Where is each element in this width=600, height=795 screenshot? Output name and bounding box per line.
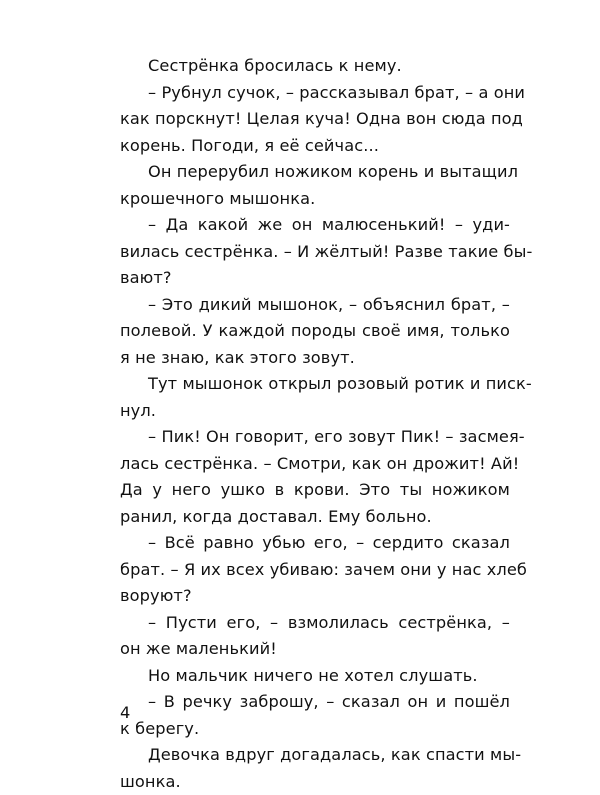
text-line: – Рубнул сучок, – рассказывал брат, – а они xyxy=(120,80,510,107)
text-line: я не знаю, как этого зовут. xyxy=(120,345,510,372)
text-line: Тут мышонок открыл розовый ротик и писк- xyxy=(120,371,510,398)
text-line: вают? xyxy=(120,265,510,292)
text-line: корень. Погоди, я её сейчас... xyxy=(120,133,510,160)
text-line: шонка. xyxy=(120,769,510,795)
text-line: он же маленький! xyxy=(120,636,510,663)
text-line: ранил, когда доставал. Ему больно. xyxy=(120,504,510,531)
text-line: вилась сестрёнка. – И жёлтый! Разве такие бы- xyxy=(120,239,510,266)
text-line: воруют? xyxy=(120,583,510,610)
page-number: 4 xyxy=(120,703,130,723)
text-line: Он перерубил ножиком корень и вытащил xyxy=(120,159,510,186)
text-line: полевой. У каждой породы своё имя, только xyxy=(120,318,510,345)
text-line: Да у него ушко в крови. Это ты ножиком xyxy=(120,477,510,504)
text-line: крошечного мышонка. xyxy=(120,186,510,213)
text-line: – В речку заброшу, – сказал он и пошёл xyxy=(120,689,510,716)
text-line: брат. – Я их всех убиваю: зачем они у нас хлеб xyxy=(120,557,510,584)
text-line: – Это дикий мышонок, – объяснил брат, – xyxy=(120,292,510,319)
text-line: к берегу. xyxy=(120,716,510,743)
story-text xyxy=(120,53,510,795)
text-line: как порскнут! Целая куча! Одна вон сюда под xyxy=(120,106,510,133)
text-line: – Пусти его, – взмолилась сестрёнка, – xyxy=(120,610,510,637)
text-line: – Всё равно убью его, – сердито сказал xyxy=(120,530,510,557)
text-line: Девочка вдруг догадалась, как спасти мы- xyxy=(120,742,510,769)
text-line: Сестрёнка бросилась к нему. xyxy=(120,53,510,80)
text-line: – Пик! Он говорит, его зовут Пик! – засмея- xyxy=(120,424,510,451)
text-line: нул. xyxy=(120,398,510,425)
text-line: лась сестрёнка. – Смотри, как он дрожит! Ай! xyxy=(120,451,510,478)
text-line: – Да какой же он малюсенький! – уди- xyxy=(120,212,510,239)
text-line: Но мальчик ничего не хотел слушать. xyxy=(120,663,510,690)
